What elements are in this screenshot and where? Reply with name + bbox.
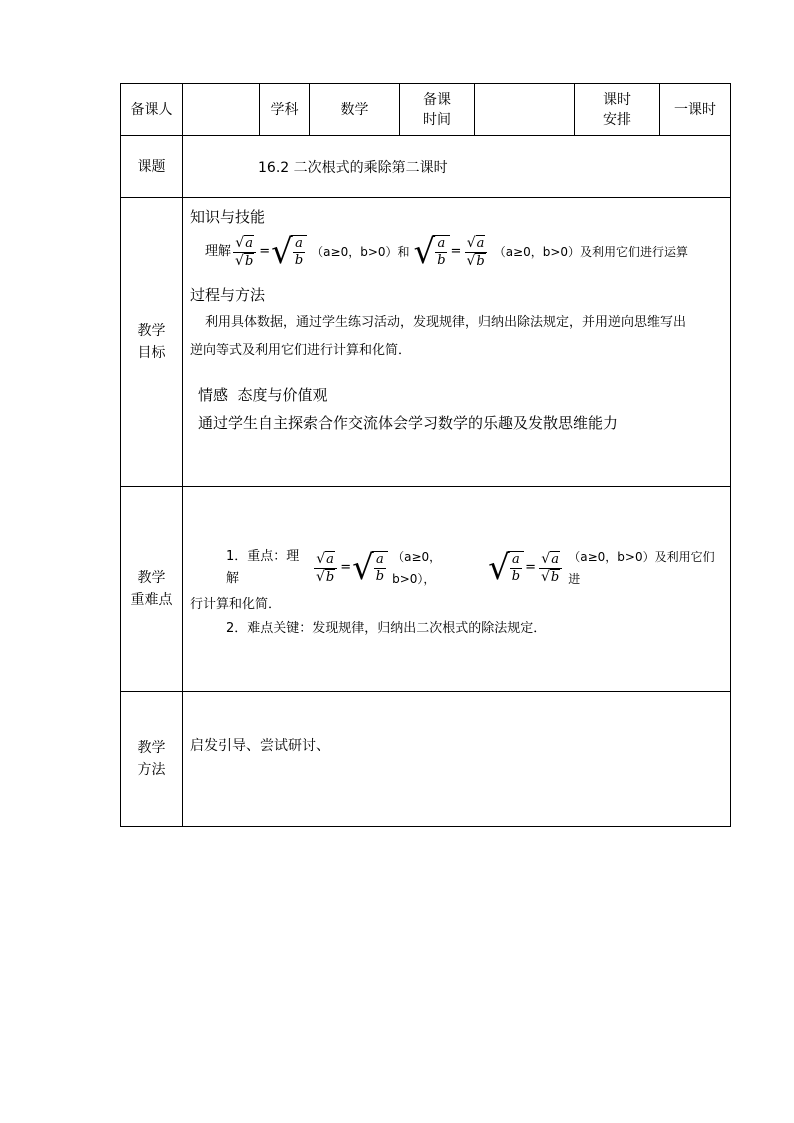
key-points-label	[121, 487, 183, 692]
knowledge-heading: 知识与技能	[190, 208, 266, 226]
emotion-text: 通过学生自主探索合作交流体会学习数学的乐趣及发散思维能力	[198, 414, 619, 432]
schedule-label-line2: 安排	[603, 111, 631, 128]
goals-row	[121, 198, 731, 487]
condition-2: （a≥0，b>0）及利用它们进行运算	[493, 245, 689, 259]
prep-time-label	[400, 84, 475, 136]
topic-value: 16.2 二次根式的乘除第二课时	[183, 136, 731, 198]
var-a: a	[295, 236, 303, 251]
var-a: a	[376, 552, 384, 567]
topic-label: 课题	[121, 136, 183, 198]
methods-value: 启发引导、尝试研讨、	[190, 738, 330, 754]
fraction-sqrt-a-over-sqrt-b: $\frac{√a}{√b}$	[464, 235, 487, 270]
methods-label-line2: 方法	[137, 762, 166, 778]
goals-label	[121, 198, 183, 487]
point1-continuation: 行计算和化简．	[190, 597, 282, 612]
methods-row	[121, 692, 731, 827]
schedule-label	[575, 84, 660, 136]
methods-label-line1: 教学	[137, 740, 166, 756]
fraction-sqrt-a-over-sqrt-b: $\frac{√a}{√b}$	[233, 235, 256, 270]
methods-label	[121, 692, 183, 827]
key-points-content	[183, 487, 731, 692]
prep-time-label-line1: 备课	[423, 91, 451, 108]
var-a: a	[326, 551, 334, 567]
point1-condition-2: （a≥0，b>0）及利用它们进	[568, 550, 715, 586]
key-points-label-line1: 教学	[137, 570, 166, 586]
methods-content	[183, 692, 731, 827]
schedule-label-line1: 课时	[603, 91, 631, 108]
fraction-sqrt-a-over-sqrt-b: $\frac{√a}{√b}$	[539, 551, 562, 586]
emotion-heading: 情感 态度与价值观	[198, 386, 328, 404]
sqrt-of-fraction: √ $\frac{a}{b}$	[352, 551, 388, 585]
header-row	[121, 84, 731, 136]
process-text-line1: 利用具体数据，通过学生练习活动，发现规律，归纳出除法规定，并用逆向思维写出	[205, 315, 687, 330]
knowledge-formula-line	[190, 230, 730, 274]
var-b: b	[325, 569, 335, 585]
condition-1: （a≥0，b>0）和	[311, 245, 410, 259]
point1-formula-line	[190, 546, 730, 590]
point1-prefix: 1．重点：理解	[226, 549, 300, 586]
point1-condition-1: （a≥0，b>0），	[392, 550, 442, 586]
equals-sign: =	[340, 560, 352, 575]
equals-sign: =	[525, 560, 536, 575]
sqrt-of-fraction: √ $\frac{a}{b}$	[414, 235, 450, 269]
var-b: b	[476, 253, 485, 269]
var-a: a	[551, 551, 559, 567]
subject-label: 学科	[260, 84, 310, 136]
var-b: b	[375, 569, 385, 584]
var-b: b	[550, 569, 560, 585]
sqrt-of-fraction: √ $\frac{a}{b}$	[488, 551, 524, 585]
var-a: a	[512, 552, 520, 567]
goals-label-line1: 教学	[137, 323, 166, 339]
var-a: a	[437, 236, 446, 251]
knowledge-prefix: 理解	[205, 244, 232, 259]
prep-time-value	[475, 84, 575, 136]
goals-label-line2: 目标	[137, 345, 166, 361]
point2-text: 2．难点关键：发现规律，归纳出二次根式的除法规定．	[226, 621, 547, 636]
var-b: b	[437, 253, 446, 268]
preparer-label: 备课人	[121, 84, 183, 136]
preparer-value	[183, 84, 260, 136]
goals-content	[183, 198, 731, 487]
sqrt-of-fraction: √ $\frac{a}{b}$	[271, 235, 307, 269]
fraction-sqrt-a-over-sqrt-b: $\frac{√a}{√b}$	[314, 551, 337, 586]
schedule-value: 一课时	[660, 84, 731, 136]
lesson-plan-table	[120, 83, 731, 827]
process-text-line2: 逆向等式及利用它们进行计算和化简．	[190, 343, 412, 358]
var-a: a	[476, 235, 485, 251]
var-a: a	[245, 235, 253, 251]
var-b: b	[294, 253, 304, 268]
equals-sign: =	[450, 244, 462, 259]
process-heading: 过程与方法	[190, 286, 266, 304]
var-b: b	[511, 569, 521, 584]
prep-time-label-line2: 时间	[423, 111, 451, 128]
subject-value: 数学	[310, 84, 400, 136]
topic-row	[121, 136, 731, 198]
equals-sign: =	[259, 244, 271, 259]
key-points-row	[121, 487, 731, 692]
var-b: b	[244, 253, 254, 269]
key-points-label-line2: 重难点	[130, 592, 173, 608]
